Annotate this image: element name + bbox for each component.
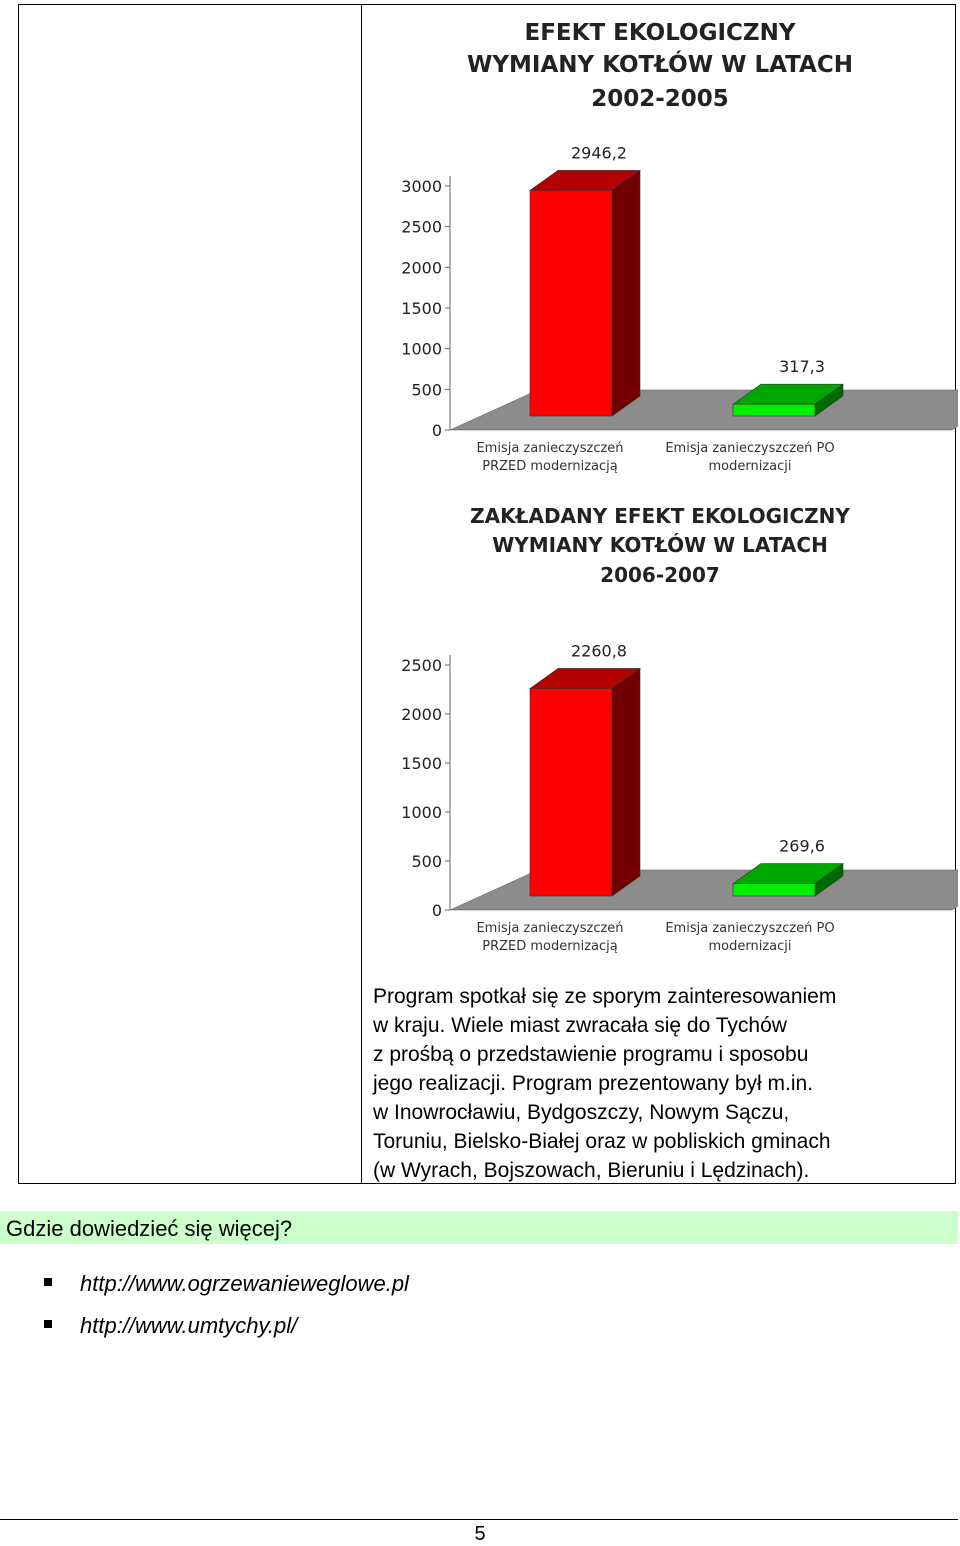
program-paragraph [373, 982, 943, 1185]
bar-side [612, 170, 640, 416]
paragraph-line: Program spotkał się ze sporym zainteresowaniem [373, 985, 837, 1008]
bar [530, 190, 612, 416]
paragraph-line: jego realizacji. Program prezentowany był m.in. [373, 1072, 814, 1095]
category-label: PRZED modernizacją [482, 939, 618, 954]
chart-emission-2006-2007 [362, 500, 958, 970]
y-tick-label: 0 [431, 901, 442, 920]
category-label: Emisja zanieczyszczeń [476, 921, 624, 936]
bar-side [612, 668, 640, 896]
paragraph-line: w kraju. Wiele miast zwracała się do Tychów [373, 1014, 787, 1037]
chart-floor [450, 870, 958, 910]
y-tick-label: 1500 [401, 299, 442, 318]
y-tick-label: 500 [411, 380, 442, 400]
footer-divider [0, 1519, 958, 1520]
link-list [40, 1266, 409, 1350]
paragraph-line: w Inowrocławiu, Bydgoszczy, Nowym Sączu, [373, 1101, 790, 1124]
y-tick-label: 2000 [401, 705, 442, 724]
chart-title-line: ZAKŁADANY EFEKT EKOLOGICZNY [470, 504, 850, 528]
category-label: modernizacji [708, 939, 792, 954]
paragraph-line: (w Wyrach, Bojszowach, Bieruniu i Lędzinach). [373, 1159, 810, 1182]
chart-title-line: WYMIANY KOTŁÓW W LATACH [492, 533, 828, 557]
y-tick-label: 2000 [401, 258, 442, 278]
link-ogrzewanieweglowe[interactable]: http://www.ogrzewanieweglowe.pl [80, 1271, 409, 1296]
chart-title-line: 2006-2007 [600, 563, 720, 587]
y-tick-label: 2500 [401, 656, 442, 675]
chart-emission-2002-2005 [362, 10, 958, 480]
y-tick-label: 500 [411, 852, 442, 871]
bar-value-label: 2260,8 [571, 641, 627, 661]
bar [733, 404, 815, 416]
y-tick-label: 3000 [401, 177, 442, 196]
category-label: Emisja zanieczyszczeń [476, 441, 624, 456]
y-tick-label: 2500 [401, 217, 442, 237]
category-label: Emisja zanieczyszczeń PO [665, 441, 835, 456]
link-umtychy[interactable]: http://www.umtychy.pl/ [80, 1313, 298, 1338]
chart-title-line: EFEKT EKOLOGICZNY [524, 20, 796, 46]
bar-value-label: 269,6 [779, 836, 825, 856]
section-heading: Gdzie dowiedzieć się więcej? [6, 1216, 293, 1241]
category-label: Emisja zanieczyszczeń PO [665, 921, 835, 936]
square-bullet-icon [44, 1278, 52, 1286]
paragraph-line: Toruniu, Bielsko-Białej oraz w pobliskich gminach [373, 1130, 831, 1153]
chart-floor [450, 390, 958, 430]
category-label: PRZED modernizacją [482, 459, 618, 474]
list-item [40, 1308, 409, 1350]
y-tick-label: 1500 [401, 754, 442, 773]
bar-value-label: 2946,2 [571, 143, 627, 163]
chart-svg-2006-2007 [362, 500, 958, 970]
bar [530, 688, 612, 896]
section-heading-bar [0, 1211, 958, 1244]
y-tick-label: 0 [431, 421, 442, 440]
list-item [40, 1266, 409, 1308]
y-tick-label: 1000 [401, 803, 442, 822]
paragraph-line: z prośbą o przedstawienie programu i sposobu [373, 1043, 809, 1066]
chart-svg-2002-2005 [362, 10, 958, 480]
chart-title-line: 2002-2005 [591, 86, 729, 112]
bar [733, 884, 815, 896]
page-number: 5 [474, 1523, 486, 1545]
y-tick-label: 1000 [401, 339, 442, 359]
square-bullet-icon [44, 1320, 52, 1328]
chart-title-line: WYMIANY KOTŁÓW W LATACH [467, 52, 853, 78]
bar-value-label: 317,3 [779, 357, 825, 377]
category-label: modernizacji [708, 459, 792, 474]
